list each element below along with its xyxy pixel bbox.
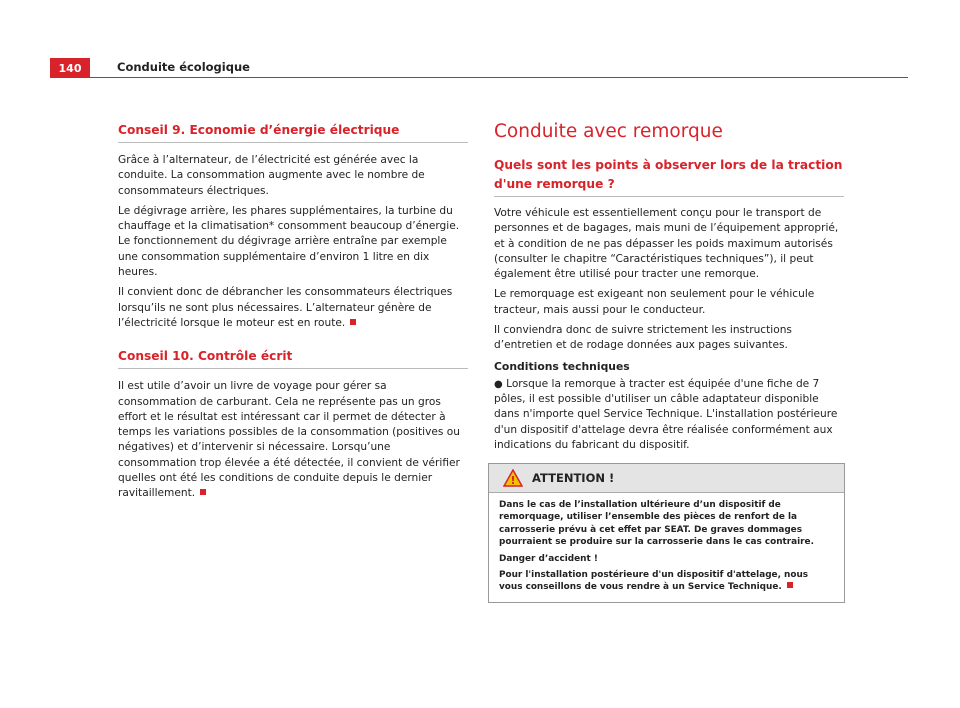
conseil9-paragraph-3-text: Il convient donc de débrancher les consommateurs électriques lorsqu’ils ne sont plus nécessaires. L’alternateur génère de l’électricité lorsque le moteur est en route. [118,286,453,329]
section-title: Conduite avec remorque [494,121,723,142]
conseil9-paragraph-1: Grâce à l’alternateur, de l’électricité est générée avec la conduite. La consommation augmente avec le nombre de consommateurs électriques. [118,154,425,197]
warning-header [489,464,844,493]
header-divider [50,77,908,78]
towing-paragraph-2: Le remorquage est exigeant non seulement pour le véhicule tracteur, mais aussi pour le conducteur. [494,288,815,316]
warning-paragraph-3-text: Pour l'installation postérieure d'un dispositif d'attelage, nous vous conseillons de vous rendre à un Service Technique. [499,570,809,593]
chapter-title: Conduite écologique [117,60,250,74]
conditions-bullet-1 [494,377,844,453]
section-end-icon [787,582,793,588]
warning-icon-glyph: ! [510,474,516,487]
conseil10-paragraph-1 [118,379,468,501]
towing-paragraph-3: Il conviendra donc de suivre strictement les instructions d’entretien et de rodage données aux pages suivantes. [494,324,792,352]
conditions-bullet-1-text: Lorsque la remorque à tracter est équipée d'une fiche de 7 pôles, il est possible d'utiliser un câble adaptateur disponible dans n'importe quel Service Technique. L'installation postérieure d'un dispositif d'attelage devra être réalisée conformément aux indications du fabricant du dispositif. [494,377,838,451]
conseil9-paragraph-3 [118,285,468,331]
warning-paragraph-2: Danger d’accident ! [499,553,598,564]
conseil9-paragraph-2: Le dégivrage arrière, les phares supplémentaires, la turbine du chauffage et la climatisation* consomment beaucoup d’énergie. Le fonctionnement du dégivrage arrière entraîne par exemple une consommation supplémentaire d’environ 1 litre en dix heures. [118,204,460,279]
towing-subheading: Quels sont les points à observer lors de la traction d'une remorque ? [494,156,844,197]
warning-body [489,493,844,594]
warning-title: ATTENTION ! [532,471,615,485]
towing-paragraph-1: Votre véhicule est essentiellement conçu pour le transport de personnes et de bagages, mais muni de l’équipement approprié, et à condition de ne pas dépasser les poids maximum autorisés (consulter le chapitre “Caractéristiques techniques”), il peut également être utilisé pour tracter une remorque. [494,207,839,281]
section-end-icon [200,489,206,495]
left-column [118,122,468,507]
warning-paragraph-3 [499,569,834,594]
right-column [494,120,844,458]
conseil10-paragraph-1-text: Il est utile d’avoir un livre de voyage pour gérer sa consommation de carburant. Cela ne représente pas un gros effort et le résultat est intéressant car il permet de détecter à temps les variations possibles de la consommation (positives ou négatives) et d’intervenir si nécessaire. Lorsqu’une consommation trop élevée a été détectée, il convient de vérifier quelles ont été les conditions de conduite depuis le dernier ravitaillement. [118,380,460,500]
warning-paragraph-1: Dans le cas de l’installation ultérieure d’un dispositif de remorquage, utiliser l’ensemble des pièces de renfort de la carrosserie prévu à cet effet par SEAT. De graves dommages pourraient se produire sur la carrosserie dans le cas contraire. [499,500,814,548]
warning-triangle-icon [503,469,523,487]
warning-box [488,463,845,603]
conditions-heading: Conditions techniques [494,359,630,373]
bullet-icon: ● [494,378,503,390]
page-number: 140 [50,58,90,78]
conseil9-heading: Conseil 9. Economie d’énergie électrique [118,122,468,143]
conseil10-heading: Conseil 10. Contrôle écrit [118,348,468,369]
section-end-icon [350,319,356,325]
